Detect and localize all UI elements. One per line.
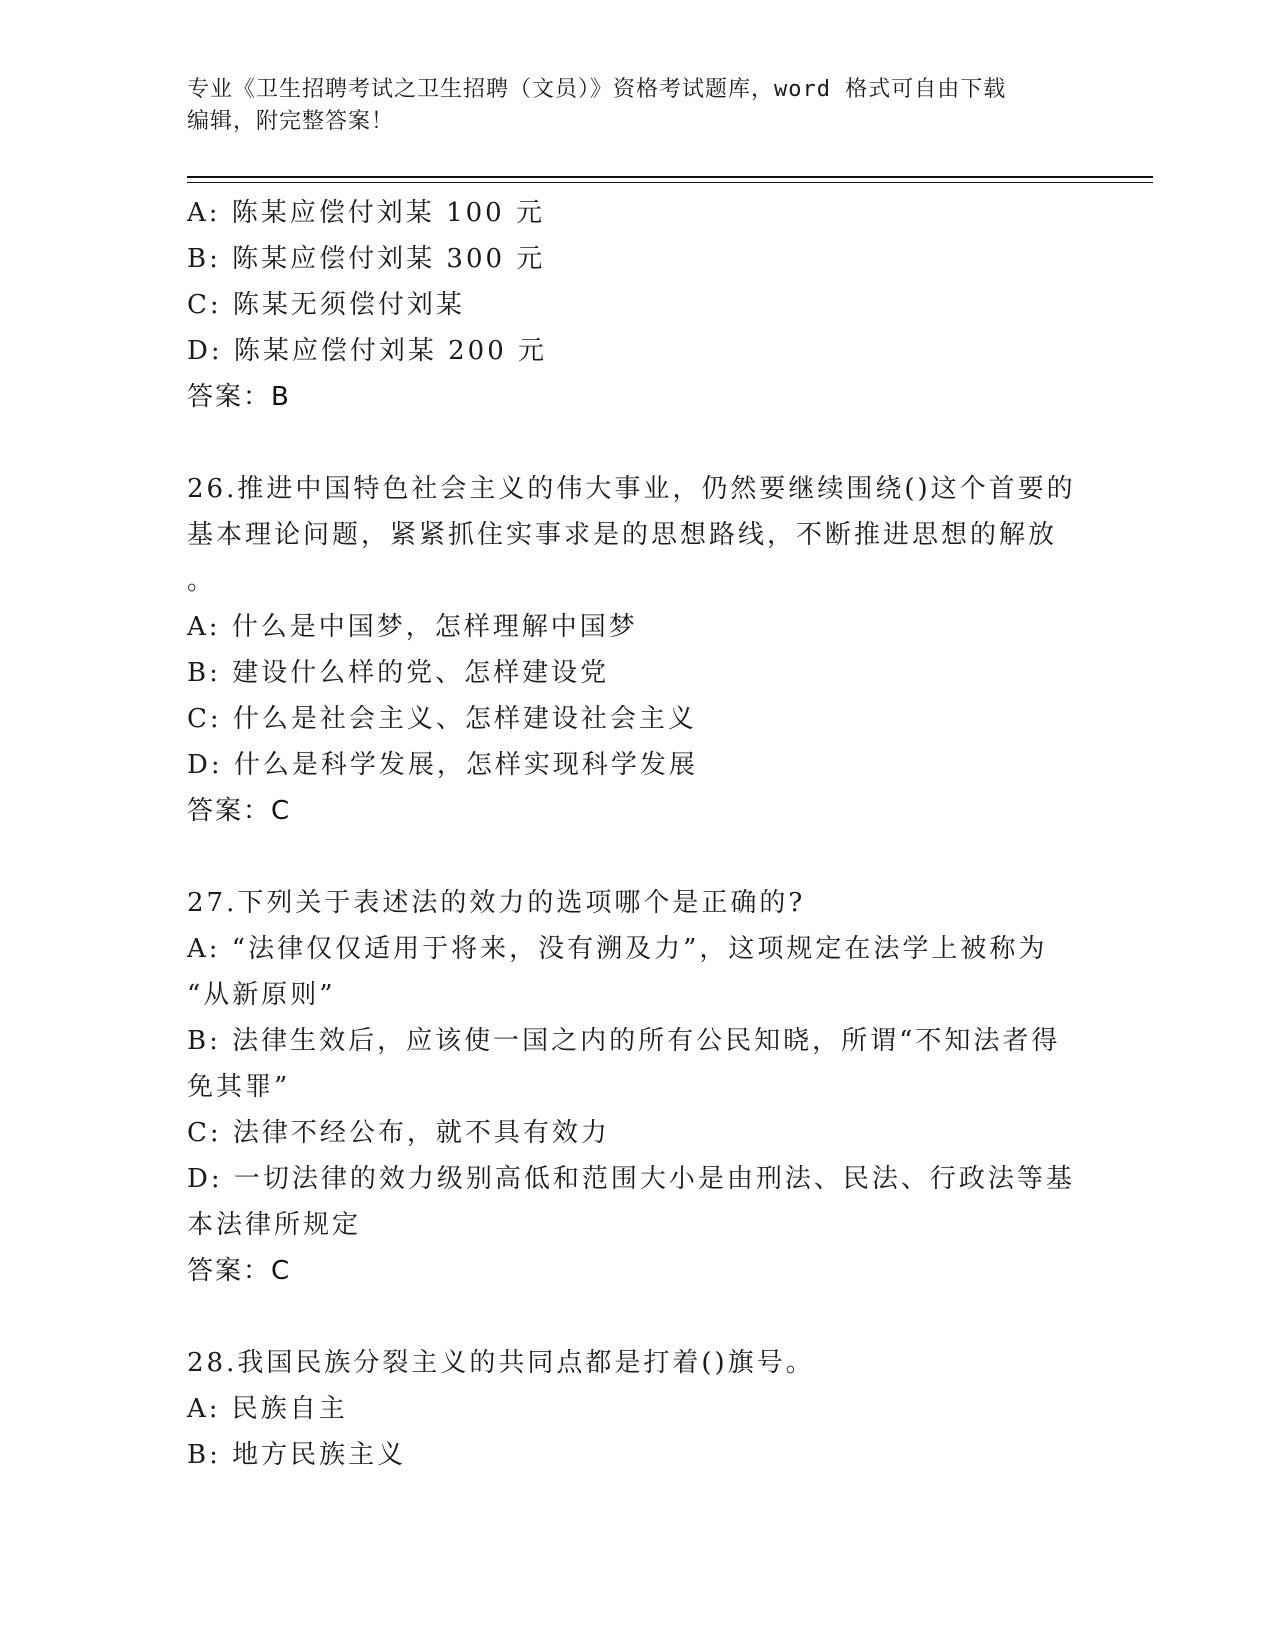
question-28-block (187, 1340, 1087, 1478)
q27-option-b-line-2: 免其罪” (187, 1072, 291, 1102)
question-25-block (187, 190, 1087, 420)
header-line-1: 专业《卫生招聘考试之卫生招聘（文员）》资格考试题库，word 格式可自由下载 (187, 77, 1007, 102)
q25-option-a: A: 陈某应偿付刘某 100 元 (187, 198, 545, 228)
spacer (187, 420, 1087, 466)
q27-answer: 答案：C (187, 1256, 292, 1286)
q28-stem: 28.我国民族分裂主义的共同点都是打着()旗号。 (187, 1348, 815, 1378)
q26-option-a: A: 什么是中国梦，怎样理解中国梦 (187, 612, 638, 642)
spacer (187, 834, 1087, 880)
q25-option-d: D: 陈某应偿付刘某 200 元 (187, 336, 548, 366)
document-header (187, 74, 1087, 138)
q27-option-a-line-2: “从新原则” (187, 980, 336, 1010)
q28-option-a: A: 民族自主 (187, 1394, 348, 1424)
q25-answer: 答案：B (187, 382, 291, 412)
q25-option-b: B: 陈某应偿付刘某 300 元 (187, 244, 546, 274)
header-line-2: 编辑，附完整答案！ (187, 109, 395, 134)
q26-option-c: C: 什么是社会主义、怎样建设社会主义 (187, 704, 697, 734)
q27-stem: 27.下列关于表述法的效力的选项哪个是正确的? (187, 888, 806, 918)
q26-option-b: B: 建设什么样的党、怎样建设党 (187, 658, 610, 688)
q27-option-c: C: 法律不经公布，就不具有效力 (187, 1118, 610, 1148)
header-divider-thick (187, 176, 1153, 178)
q27-option-d-line-2: 本法律所规定 (187, 1210, 362, 1240)
q26-stem-line-1: 26.推进中国特色社会主义的伟大事业，仍然要继续围绕()这个首要的 (187, 474, 1076, 504)
q27-option-d-line-1: D: 一切法律的效力级别高低和范围大小是由刑法、民法、行政法等基 (187, 1164, 1075, 1194)
question-27-block (187, 880, 1087, 1294)
q28-option-b: B: 地方民族主义 (187, 1440, 407, 1470)
q27-option-a-line-1: A: “法律仅仅适用于将来，没有溯及力”，这项规定在法学上被称为 (187, 934, 1048, 964)
header-divider-thin (187, 182, 1153, 183)
question-content (187, 190, 1087, 1478)
q27-option-b-line-1: B: 法律生效后，应该使一国之内的所有公民知晓，所谓“不知法者得 (187, 1026, 1061, 1056)
q26-answer: 答案：C (187, 796, 292, 826)
q26-stem-line-3: 。 (187, 566, 217, 596)
q26-stem-line-2: 基本理论问题，紧紧抓住实事求是的思想路线，不断推进思想的解放 (187, 520, 1058, 550)
spacer (187, 1294, 1087, 1340)
question-26-block (187, 466, 1087, 834)
q25-option-c: C: 陈某无须偿付刘某 (187, 290, 465, 320)
q26-option-d: D: 什么是科学发展，怎样实现科学发展 (187, 750, 698, 780)
